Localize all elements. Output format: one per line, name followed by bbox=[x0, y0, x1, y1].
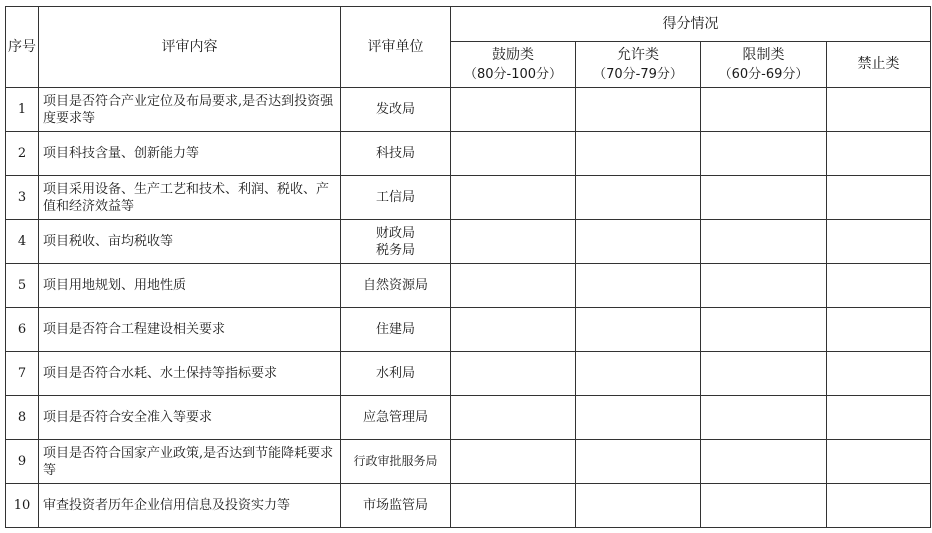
score-cell-encouraged[interactable] bbox=[451, 88, 576, 132]
score-cell-allowed[interactable] bbox=[576, 308, 701, 352]
table-row bbox=[6, 132, 931, 176]
score-cell-restricted[interactable] bbox=[701, 220, 827, 264]
header-category-restricted bbox=[701, 42, 827, 88]
table-row bbox=[6, 440, 931, 484]
row-unit: 水利局 bbox=[341, 352, 451, 396]
score-cell-prohibited[interactable] bbox=[827, 264, 931, 308]
score-cell-encouraged[interactable] bbox=[451, 484, 576, 528]
score-cell-restricted[interactable] bbox=[701, 176, 827, 220]
row-number: 6 bbox=[6, 308, 39, 352]
row-unit: 科技局 bbox=[341, 132, 451, 176]
table-row bbox=[6, 220, 931, 264]
header-category-allowed bbox=[576, 42, 701, 88]
row-content: 项目是否符合工程建设相关要求 bbox=[39, 308, 341, 352]
score-cell-restricted[interactable] bbox=[701, 484, 827, 528]
score-cell-allowed[interactable] bbox=[576, 176, 701, 220]
row-unit: 自然资源局 bbox=[341, 264, 451, 308]
table-row bbox=[6, 396, 931, 440]
score-cell-restricted[interactable] bbox=[701, 308, 827, 352]
score-cell-prohibited[interactable] bbox=[827, 308, 931, 352]
score-cell-allowed[interactable] bbox=[576, 440, 701, 484]
score-cell-encouraged[interactable] bbox=[451, 176, 576, 220]
score-cell-encouraged[interactable] bbox=[451, 352, 576, 396]
table-row bbox=[6, 88, 931, 132]
table-row bbox=[6, 352, 931, 396]
score-cell-restricted[interactable] bbox=[701, 440, 827, 484]
score-cell-prohibited[interactable] bbox=[827, 132, 931, 176]
header-unit: 评审单位 bbox=[341, 7, 451, 88]
row-content: 项目用地规划、用地性质 bbox=[39, 264, 341, 308]
row-number: 9 bbox=[6, 440, 39, 484]
row-content: 项目采用设备、生产工艺和技术、利润、税收、产值和经济效益等 bbox=[39, 176, 341, 220]
category-name: 鼓励类 bbox=[492, 46, 534, 63]
row-unit: 行政审批服务局 bbox=[341, 440, 451, 484]
score-cell-encouraged[interactable] bbox=[451, 396, 576, 440]
row-number: 7 bbox=[6, 352, 39, 396]
score-cell-prohibited[interactable] bbox=[827, 176, 931, 220]
score-cell-encouraged[interactable] bbox=[451, 132, 576, 176]
score-cell-allowed[interactable] bbox=[576, 88, 701, 132]
category-range: （70分-79分） bbox=[593, 66, 683, 82]
score-cell-restricted[interactable] bbox=[701, 132, 827, 176]
row-number: 4 bbox=[6, 220, 39, 264]
category-name: 限制类 bbox=[742, 46, 785, 63]
table-row bbox=[6, 308, 931, 352]
category-name: 禁止类 bbox=[857, 56, 900, 72]
score-cell-allowed[interactable] bbox=[576, 352, 701, 396]
table-row bbox=[6, 264, 931, 308]
category-range: （60分-69分） bbox=[718, 66, 809, 82]
row-number: 2 bbox=[6, 132, 39, 176]
row-content: 项目税收、亩均税收等 bbox=[39, 220, 341, 264]
row-content: 项目是否符合水耗、水土保持等指标要求 bbox=[39, 352, 341, 396]
row-unit: 工信局 bbox=[341, 176, 451, 220]
score-cell-prohibited[interactable] bbox=[827, 396, 931, 440]
table-row bbox=[6, 484, 931, 528]
score-cell-allowed[interactable] bbox=[576, 484, 701, 528]
score-cell-prohibited[interactable] bbox=[827, 88, 931, 132]
row-number: 1 bbox=[6, 88, 39, 132]
header-no: 序号 bbox=[6, 7, 39, 88]
category-name: 允许类 bbox=[617, 46, 659, 63]
row-content: 项目是否符合国家产业政策,是否达到节能降耗要求等 bbox=[39, 440, 341, 484]
score-cell-restricted[interactable] bbox=[701, 264, 827, 308]
row-number: 8 bbox=[6, 396, 39, 440]
score-cell-prohibited[interactable] bbox=[827, 352, 931, 396]
row-unit: 住建局 bbox=[341, 308, 451, 352]
header-category-prohibited bbox=[827, 42, 931, 88]
header-row-1 bbox=[6, 7, 931, 42]
header-content: 评审内容 bbox=[39, 7, 341, 88]
row-content: 项目是否符合安全准入等要求 bbox=[39, 396, 341, 440]
row-content: 审查投资者历年企业信用信息及投资实力等 bbox=[39, 484, 341, 528]
category-range: （80分-100分） bbox=[463, 66, 563, 82]
row-content: 项目科技含量、创新能力等 bbox=[39, 132, 341, 176]
row-number: 3 bbox=[6, 176, 39, 220]
score-cell-encouraged[interactable] bbox=[451, 220, 576, 264]
row-number: 5 bbox=[6, 264, 39, 308]
score-cell-prohibited[interactable] bbox=[827, 440, 931, 484]
score-cell-restricted[interactable] bbox=[701, 88, 827, 132]
row-unit: 发改局 bbox=[341, 88, 451, 132]
score-cell-allowed[interactable] bbox=[576, 220, 701, 264]
score-cell-encouraged[interactable] bbox=[451, 308, 576, 352]
score-cell-restricted[interactable] bbox=[701, 396, 827, 440]
header-category-encouraged bbox=[451, 42, 576, 88]
score-cell-allowed[interactable] bbox=[576, 132, 701, 176]
row-number: 10 bbox=[6, 484, 39, 528]
row-unit: 市场监管局 bbox=[341, 484, 451, 528]
score-cell-encouraged[interactable] bbox=[451, 264, 576, 308]
evaluation-table bbox=[5, 6, 931, 528]
row-unit: 财政局 税务局 bbox=[341, 220, 451, 264]
score-cell-prohibited[interactable] bbox=[827, 220, 931, 264]
score-cell-allowed[interactable] bbox=[576, 264, 701, 308]
table-row bbox=[6, 176, 931, 220]
header-score-group: 得分情况 bbox=[451, 7, 931, 42]
row-content: 项目是否符合产业定位及布局要求,是否达到投资强度要求等 bbox=[39, 88, 341, 132]
row-unit: 应急管理局 bbox=[341, 396, 451, 440]
score-cell-prohibited[interactable] bbox=[827, 484, 931, 528]
score-cell-restricted[interactable] bbox=[701, 352, 827, 396]
score-cell-allowed[interactable] bbox=[576, 396, 701, 440]
score-cell-encouraged[interactable] bbox=[451, 440, 576, 484]
